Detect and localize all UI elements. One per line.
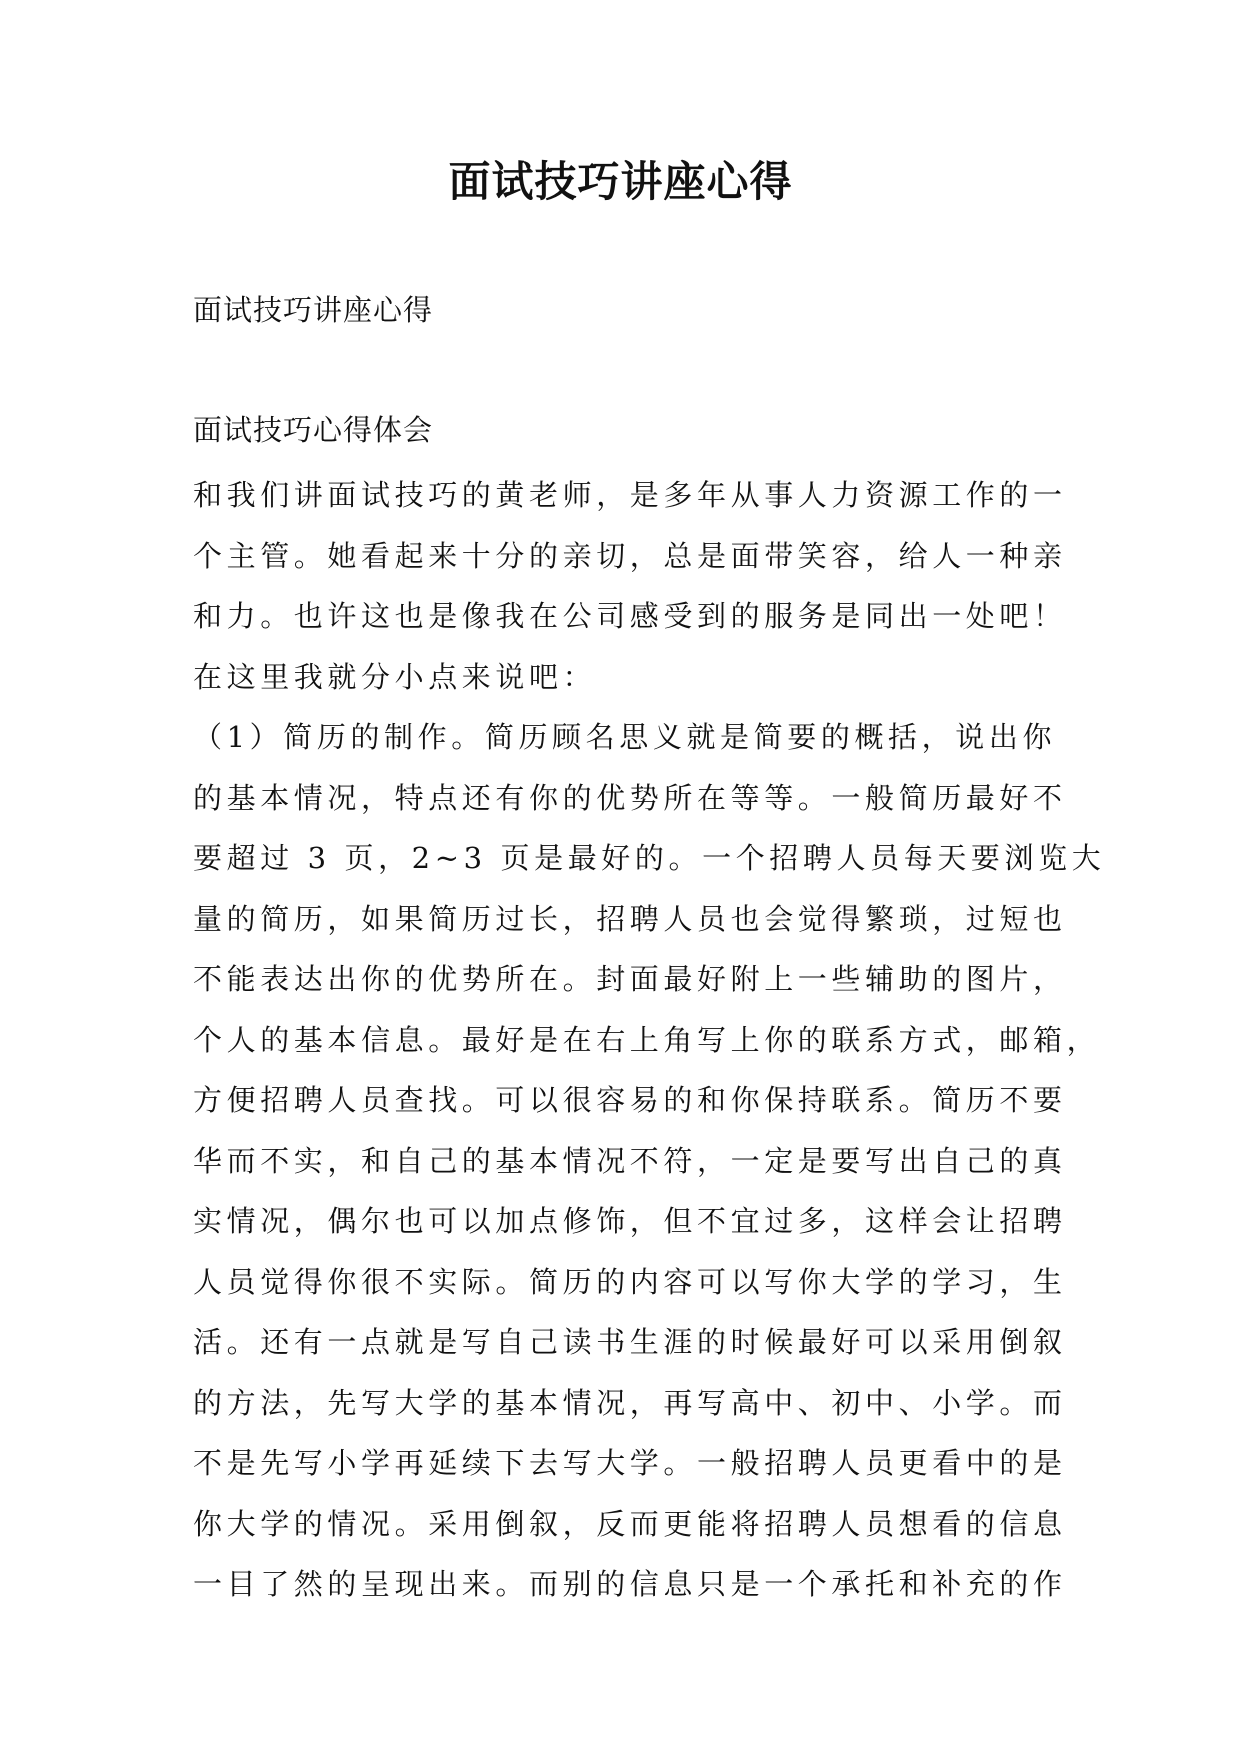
- document-subtitle: 面试技巧讲座心得: [193, 293, 434, 327]
- body-line: 在这里我就分小点来说吧：: [193, 659, 597, 694]
- body-line: 的基本情况，特点还有你的优势所在等等。一般简历最好不: [193, 780, 1067, 815]
- body-line: 人员觉得你很不实际。简历的内容可以写你大学的学习，生: [193, 1264, 1067, 1299]
- body-line: 你大学的情况。采用倒叙，反而更能将招聘人员想看的信息: [193, 1506, 1067, 1541]
- body-line: 实情况，偶尔也可以加点修饰，但不宜过多，这样会让招聘: [193, 1204, 1067, 1238]
- body-line: 要超过 3 页，2~3 页是最好的。一个招聘人员每天要浏览大: [193, 841, 1106, 875]
- section-heading: 面试技巧心得体会: [193, 413, 434, 447]
- body-line: 和我们讲面试技巧的黄老师，是多年从事人力资源工作的一: [193, 478, 1067, 512]
- body-line: 的方法，先写大学的基本情况，再写高中、初中、小学。而: [193, 1385, 1067, 1420]
- body-line: （1）简历的制作。简历顾名思义就是简要的概括，说出你: [193, 720, 1057, 754]
- body-text: [193, 465, 1106, 1615]
- body-line: 不能表达出你的优势所在。封面最好附上一些辅助的图片，: [193, 962, 1067, 996]
- document-title: 面试技巧讲座心得: [448, 157, 793, 206]
- body-line: 不是先写小学再延续下去写大学。一般招聘人员更看中的是: [193, 1446, 1067, 1480]
- body-line: 和力。也许这也是像我在公司感受到的服务是同出一处吧！: [193, 599, 1067, 633]
- body-line: 个人的基本信息。最好是在右上角写上你的联系方式，邮箱，: [193, 1022, 1101, 1057]
- body-line: 量的简历，如果简历过长，招聘人员也会觉得繁琐，过短也: [193, 901, 1067, 936]
- body-line: 一目了然的呈现出来。而别的信息只是一个承托和补充的作: [193, 1567, 1067, 1601]
- body-line: 方便招聘人员查找。可以很容易的和你保持联系。简历不要: [193, 1083, 1067, 1117]
- body-line: 华而不实，和自己的基本情况不符，一定是要写出自己的真: [193, 1143, 1067, 1178]
- body-line: 个主管。她看起来十分的亲切，总是面带笑容，给人一种亲: [193, 538, 1067, 573]
- body-line: 活。还有一点就是写自己读书生涯的时候最好可以采用倒叙: [193, 1325, 1067, 1359]
